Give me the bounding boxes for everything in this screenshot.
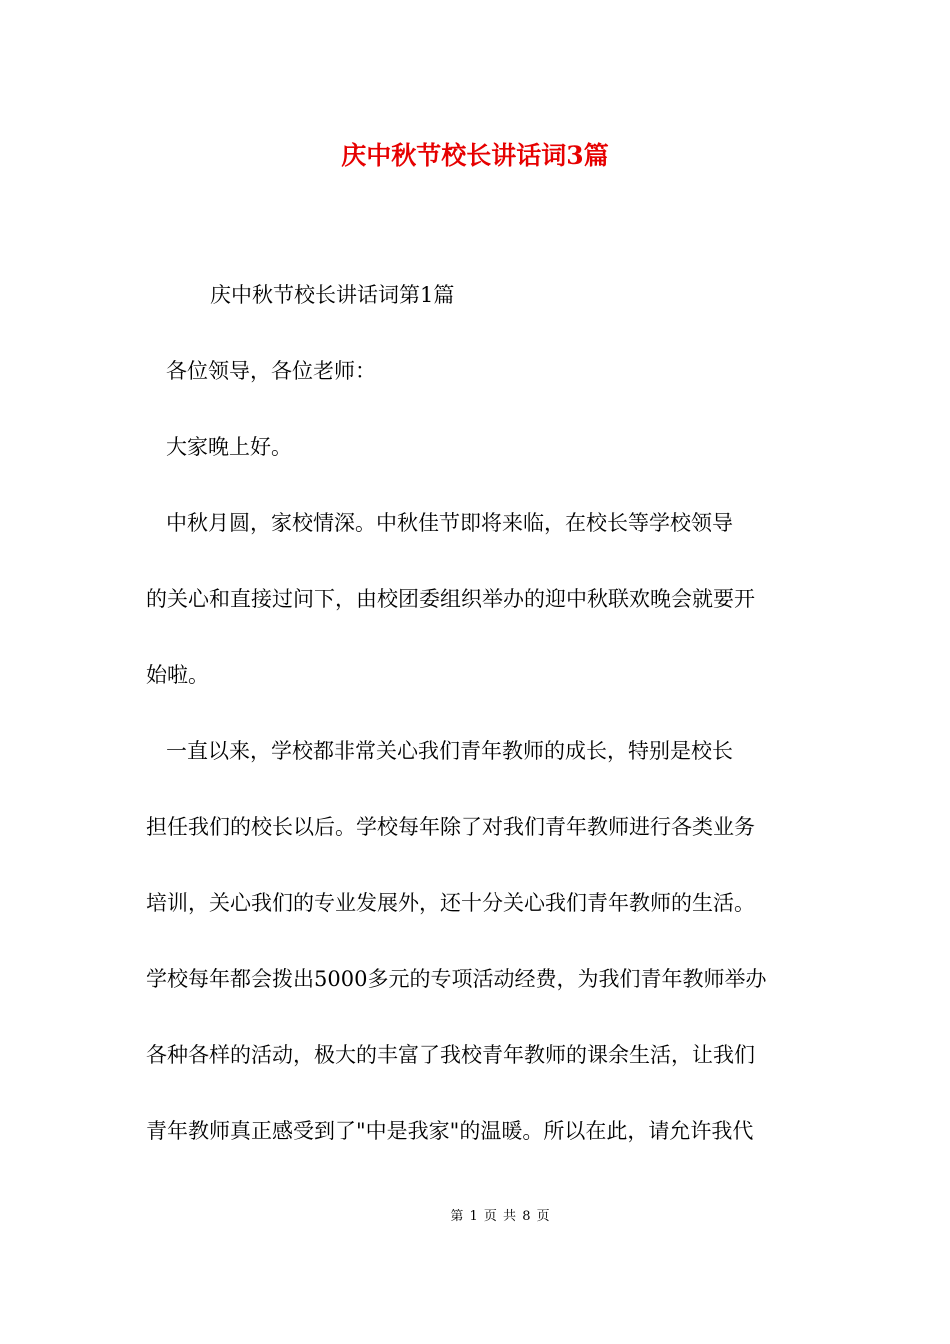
paragraph-line-greeting: 各位领导，各位老师： [124, 359, 376, 383]
paragraph-spacer [146, 922, 810, 960]
paragraph-spacer [146, 770, 810, 808]
paragraph-spacer [146, 846, 810, 884]
paragraph-line-subtitle: 庆中秋节校长讲话词第1篇 [168, 283, 455, 307]
paragraph-line: 始啦。 [146, 663, 209, 687]
paragraph-line-salutation: 大家晚上好。 [124, 435, 292, 459]
document-body [124, 276, 810, 1150]
paragraph-line: 担任我们的校长以后。学校每年除了对我们青年教师进行各类业务 [146, 815, 755, 839]
paragraph-spacer [146, 542, 810, 580]
document-title: 庆中秋节校长讲话词3篇 [341, 141, 609, 170]
paragraph-spacer [146, 466, 810, 504]
paragraph-spacer [146, 694, 810, 732]
page-number-footer: 第 1 页 共 8 页 [450, 1209, 550, 1224]
paragraph-spacer [146, 314, 810, 352]
paragraph-spacer [146, 390, 810, 428]
paragraph-line: 培训，关心我们的专业发展外，还十分关心我们青年教师的生活。 [146, 891, 755, 915]
paragraph-line: 青年教师真正感受到了"中是我家"的温暖。所以在此，请允许我代 [146, 1119, 754, 1143]
paragraph-spacer [146, 998, 810, 1036]
paragraph-spacer [146, 1074, 810, 1112]
paragraph-line: 各种各样的活动，极大的丰富了我校青年教师的课余生活，让我们 [146, 1043, 755, 1067]
paragraph-spacer [146, 618, 810, 656]
paragraph-line: 的关心和直接过问下，由校团委组织举办的迎中秋联欢晚会就要开 [146, 587, 755, 611]
paragraph-line: 中秋月圆，家校情深。中秋佳节即将来临，在校长等学校领导 [124, 511, 733, 535]
paragraph-line: 学校每年都会拨出5000多元的专项活动经费，为我们青年教师举办 [146, 967, 767, 991]
paragraph-line: 一直以来，学校都非常关心我们青年教师的成长，特别是校长 [124, 739, 733, 763]
